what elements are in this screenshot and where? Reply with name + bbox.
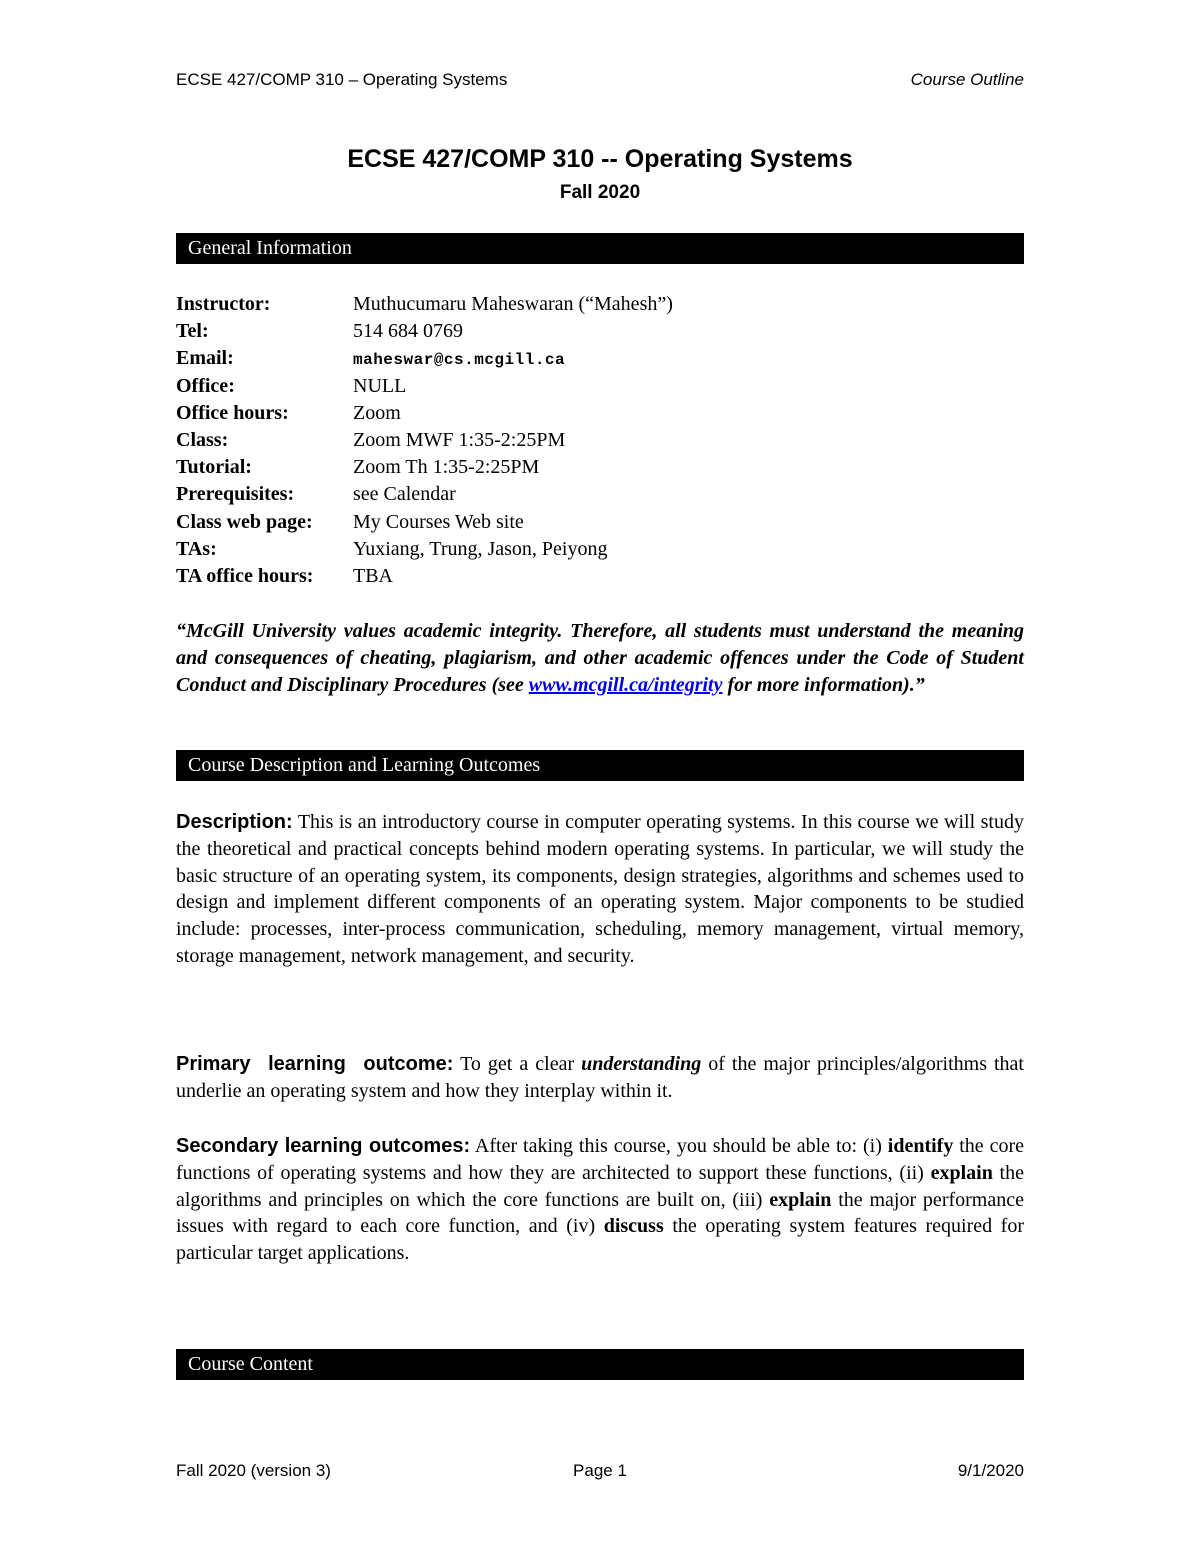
info-row-ta-office-hours [176, 563, 673, 590]
info-value: Muthucumaru Maheswaran (“Mahesh”) [353, 293, 673, 315]
footer-page-number: Page 1 [573, 1461, 627, 1480]
info-row-tel [176, 318, 673, 345]
primary-outcome-emphasis: understanding [581, 1053, 702, 1075]
integrity-text-end: for more information).” [722, 674, 925, 696]
info-row-prerequisites [176, 481, 673, 508]
secondary-text-3: the algorithms and principles on which the core functions are built on, (iii) [176, 1161, 1024, 1211]
integrity-link[interactable]: www.mcgill.ca/integrity [528, 674, 723, 696]
info-row-tas [176, 536, 673, 563]
info-value: TBA [353, 564, 393, 587]
info-label: Email: [176, 347, 234, 370]
info-value: Zoom MWF 1:35-2:25PM [353, 428, 566, 451]
document-term: Fall 2020 [559, 182, 641, 203]
description-text: This is an introductory course in computer operating systems. In this course we will study the theoretical and practical concepts behind modern operating systems. In particular, we will study the basic structure of an operating system, its components, design strategies, algorithms and schemes used to design and implement different components of an operating system. Major components to be studied include: processes, inter-process communication, scheduling, memory management, virtual memory, storage management, network management, and security. [176, 811, 1024, 967]
primary-outcome-paragraph [176, 1051, 1024, 1105]
integrity-statement [176, 618, 1024, 699]
secondary-outcomes-lead: Secondary learning outcomes: [176, 1135, 471, 1157]
section-header-description: Course Description and Learning Outcomes [176, 750, 1024, 781]
info-row-office [176, 373, 673, 400]
header-course-name: ECSE 427/COMP 310 – Operating Systems [176, 70, 508, 89]
secondary-bold-explain-2: explain [769, 1188, 832, 1211]
info-label: Tel: [176, 320, 209, 343]
description-lead: Description: [176, 811, 293, 833]
info-label: Class: [176, 428, 229, 451]
info-label: Class web page: [176, 510, 313, 533]
section-header-general: General Information [176, 233, 1024, 264]
secondary-text-5: the operating system features required for particular target applications. [176, 1215, 1025, 1265]
running-header [176, 70, 1024, 94]
secondary-outcomes-paragraph [176, 1133, 1024, 1267]
secondary-text-4: the major performance issues with regard to each core function, and (iv) [176, 1188, 1024, 1238]
general-info-table [176, 291, 673, 590]
email-value[interactable]: maheswar@cs.mcgill.ca [353, 351, 566, 370]
info-row-class [176, 427, 673, 454]
header-doc-type: Course Outline [910, 70, 1024, 89]
info-row-email [176, 345, 673, 372]
info-value: 514 684 0769 [353, 320, 463, 343]
info-label: Office hours: [176, 401, 289, 424]
info-row-web-page [176, 509, 673, 536]
info-label: Tutorial: [176, 456, 252, 479]
secondary-bold-discuss: discuss [603, 1215, 664, 1238]
primary-outcome-text: To get a clear [453, 1053, 582, 1075]
secondary-text-1: After taking this course, you should be able to: (i) [470, 1135, 888, 1157]
info-value: see Calendar [353, 483, 456, 506]
info-value: Zoom [353, 401, 401, 424]
info-value: Yuxiang, Trung, Jason, Peiyong [353, 537, 608, 560]
page-footer [176, 1461, 1024, 1485]
info-value: NULL [353, 374, 407, 397]
secondary-bold-explain-1: explain [930, 1161, 993, 1184]
info-value: Zoom Th 1:35-2:25PM [353, 456, 540, 479]
primary-outcome-lead: Primary learning outcome: [176, 1053, 454, 1075]
secondary-bold-identify: identify [887, 1135, 954, 1157]
info-label: Prerequisites: [176, 483, 295, 506]
document-title: ECSE 427/COMP 310 -- Operating Systems [347, 145, 853, 173]
section-header-content: Course Content [176, 1349, 1024, 1380]
info-label: TA office hours: [176, 564, 314, 587]
footer-version: Fall 2020 (version 3) [176, 1461, 331, 1480]
description-paragraph [176, 809, 1024, 970]
info-row-office-hours [176, 400, 673, 427]
footer-date: 9/1/2020 [957, 1461, 1024, 1480]
info-label: Instructor: [176, 293, 271, 315]
integrity-text: “McGill University values academic integrity. Therefore, all students must understand the meaning and consequences of cheating, plagiarism, and other academic offences under the Code of Student Conduct and Disciplinary Procedures (see [176, 620, 1024, 696]
primary-outcome-text-end: of the major principles/algorithms that underlie an operating system and how they interplay within it. [176, 1053, 1024, 1102]
secondary-text-2: the core functions of operating systems and how they are architected to support these functions, (ii) [176, 1135, 1024, 1184]
info-row-tutorial [176, 454, 673, 481]
info-value: My Courses Web site [353, 510, 524, 533]
info-label: Office: [176, 374, 235, 397]
info-label: TAs: [176, 537, 217, 560]
info-row-instructor [176, 291, 673, 318]
